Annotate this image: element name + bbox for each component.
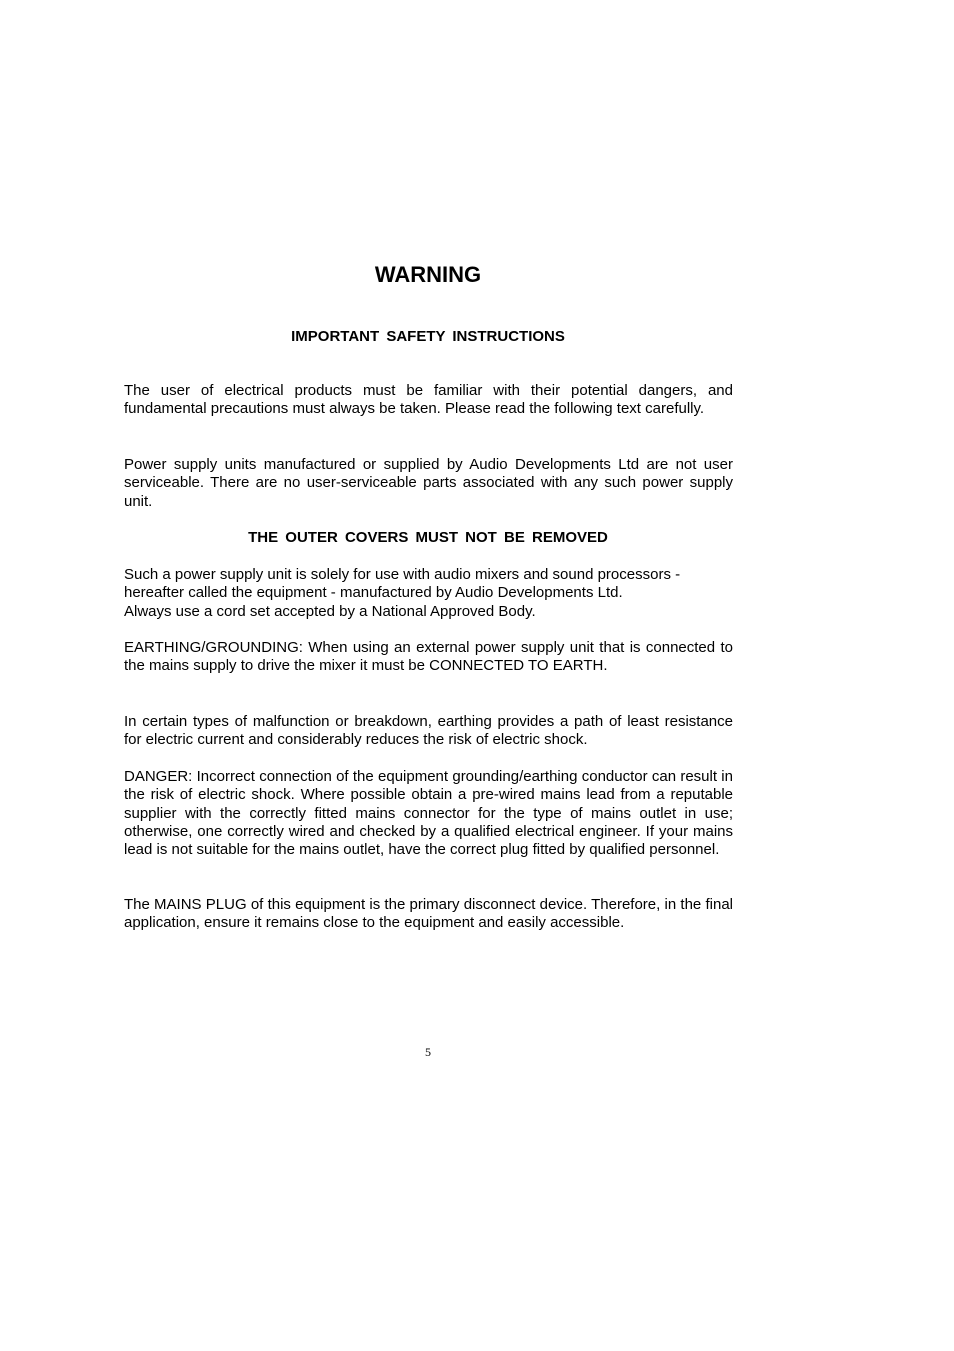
malfunction-paragraph: In certain types of malfunction or breakdown, earthing provides a path of least resistance for electric current and considerably reduces the risk of electric shock. (124, 713, 733, 749)
use-paragraph-line: Always use a cord set accepted by a National Approved Body. (124, 602, 536, 620)
section-subtitle: IMPORTANT SAFETY INSTRUCTIONS (291, 328, 565, 345)
page-title: WARNING (374, 262, 482, 287)
psu-paragraph: Power supply units manufactured or supplied by Audio Developments Ltd are not user serviceable. There are no user-serviceable parts associated with any such power supply unit. (124, 456, 733, 510)
use-paragraph-line: hereafter called the equipment - manufactured by Audio Developments Ltd. (124, 584, 623, 602)
earthing-paragraph: EARTHING/GROUNDING: When using an external power supply unit that is connected to the mains supply to drive the mixer it must be CONNECTED TO EARTH. (124, 639, 733, 675)
use-paragraph-line: Such a power supply unit is solely for use with audio mixers and sound processors - (124, 566, 681, 583)
mains-plug-paragraph: The MAINS PLUG of this equipment is the primary disconnect device. Therefore, in the final application, ensure it remains close to the equipment and easily accessible. (124, 896, 733, 932)
danger-paragraph: DANGER: Incorrect connection of the equipment grounding/earthing conductor can result in the risk of electric shock. Where possible obtain a pre-wired mains lead from a reputable supplier with the correctly fitted mains connector for the type of mains outlet in use; otherwise, one correctly wired and checked by a qualified electrical engineer. If your mains lead is not suitable for the mains outlet, have the correct plug fitted by qualified personnel. (124, 768, 733, 859)
covers-warning-heading: THE OUTER COVERS MUST NOT BE REMOVED (248, 529, 608, 546)
use-paragraph (124, 566, 733, 621)
page-number: 5 (425, 1045, 431, 1059)
intro-paragraph: The user of electrical products must be familiar with their potential dangers, and fundamental precautions must always be taken. Please read the following text carefully. (124, 382, 733, 418)
